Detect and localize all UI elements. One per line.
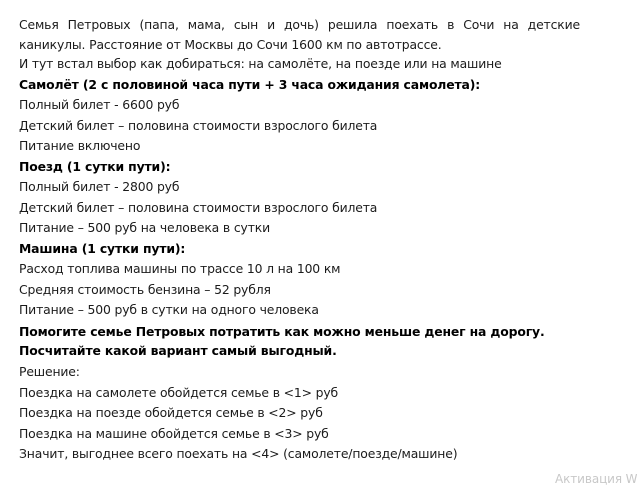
windows-activation-watermark: Активация W: [555, 472, 637, 486]
answer-plane: Поездка на самолете обойдется семье в <1> руб: [19, 384, 339, 400]
train-child-ticket: Детский билет – половина стоимости взрослого билета: [19, 199, 378, 215]
intro-paragraph: Семья Петровых (папа, мама, сын и дочь) решила поехать в Сочи на детские каникулы. Расстояние от Москвы до Сочи 1600 км по автотрассе.: [19, 17, 580, 52]
answer-train: Поездка на поезде обойдется семье в <2> руб: [19, 405, 323, 420]
car-fuel-consumption: Расход топлива машины по трассе 10 л на 100 км: [19, 261, 341, 276]
problem-document: [19, 15, 580, 466]
answer-conclusion: Значит, выгоднее всего поехать на <4> (самолете/поезде/машине): [19, 446, 458, 461]
task-statement: Помогите семье Петровых потратить как можно меньше денег на дорогу. Посчитайте какой вариант самый выгодный.: [19, 323, 545, 358]
plane-child-ticket: Детский билет – половина стоимости взрослого билета: [19, 117, 378, 133]
plane-heading: Самолёт (2 с половиной часа пути + 3 часа ожидания самолета):: [19, 76, 481, 92]
train-full-ticket: Полный билет - 2800 руб: [19, 179, 180, 194]
train-heading: Поезд (1 сутки пути):: [19, 158, 171, 174]
answer-car: Поездка на машине обойдется семье в <3> руб: [19, 425, 329, 441]
plane-full-ticket: Полный билет - 6600 руб: [19, 97, 180, 112]
car-food: Питание – 500 руб в сутки на одного человека: [19, 302, 319, 317]
car-fuel-price: Средняя стоимость бензина – 52 рубля: [19, 281, 271, 297]
plane-food: Питание включено: [19, 138, 141, 153]
car-heading: Машина (1 сутки пути):: [19, 240, 186, 256]
train-food: Питание – 500 руб на человека в сутки: [19, 220, 271, 235]
choice-line: И тут встал выбор как добираться: на самолёте, на поезде или на машине: [19, 56, 502, 71]
solution-label: Решение:: [19, 364, 80, 379]
